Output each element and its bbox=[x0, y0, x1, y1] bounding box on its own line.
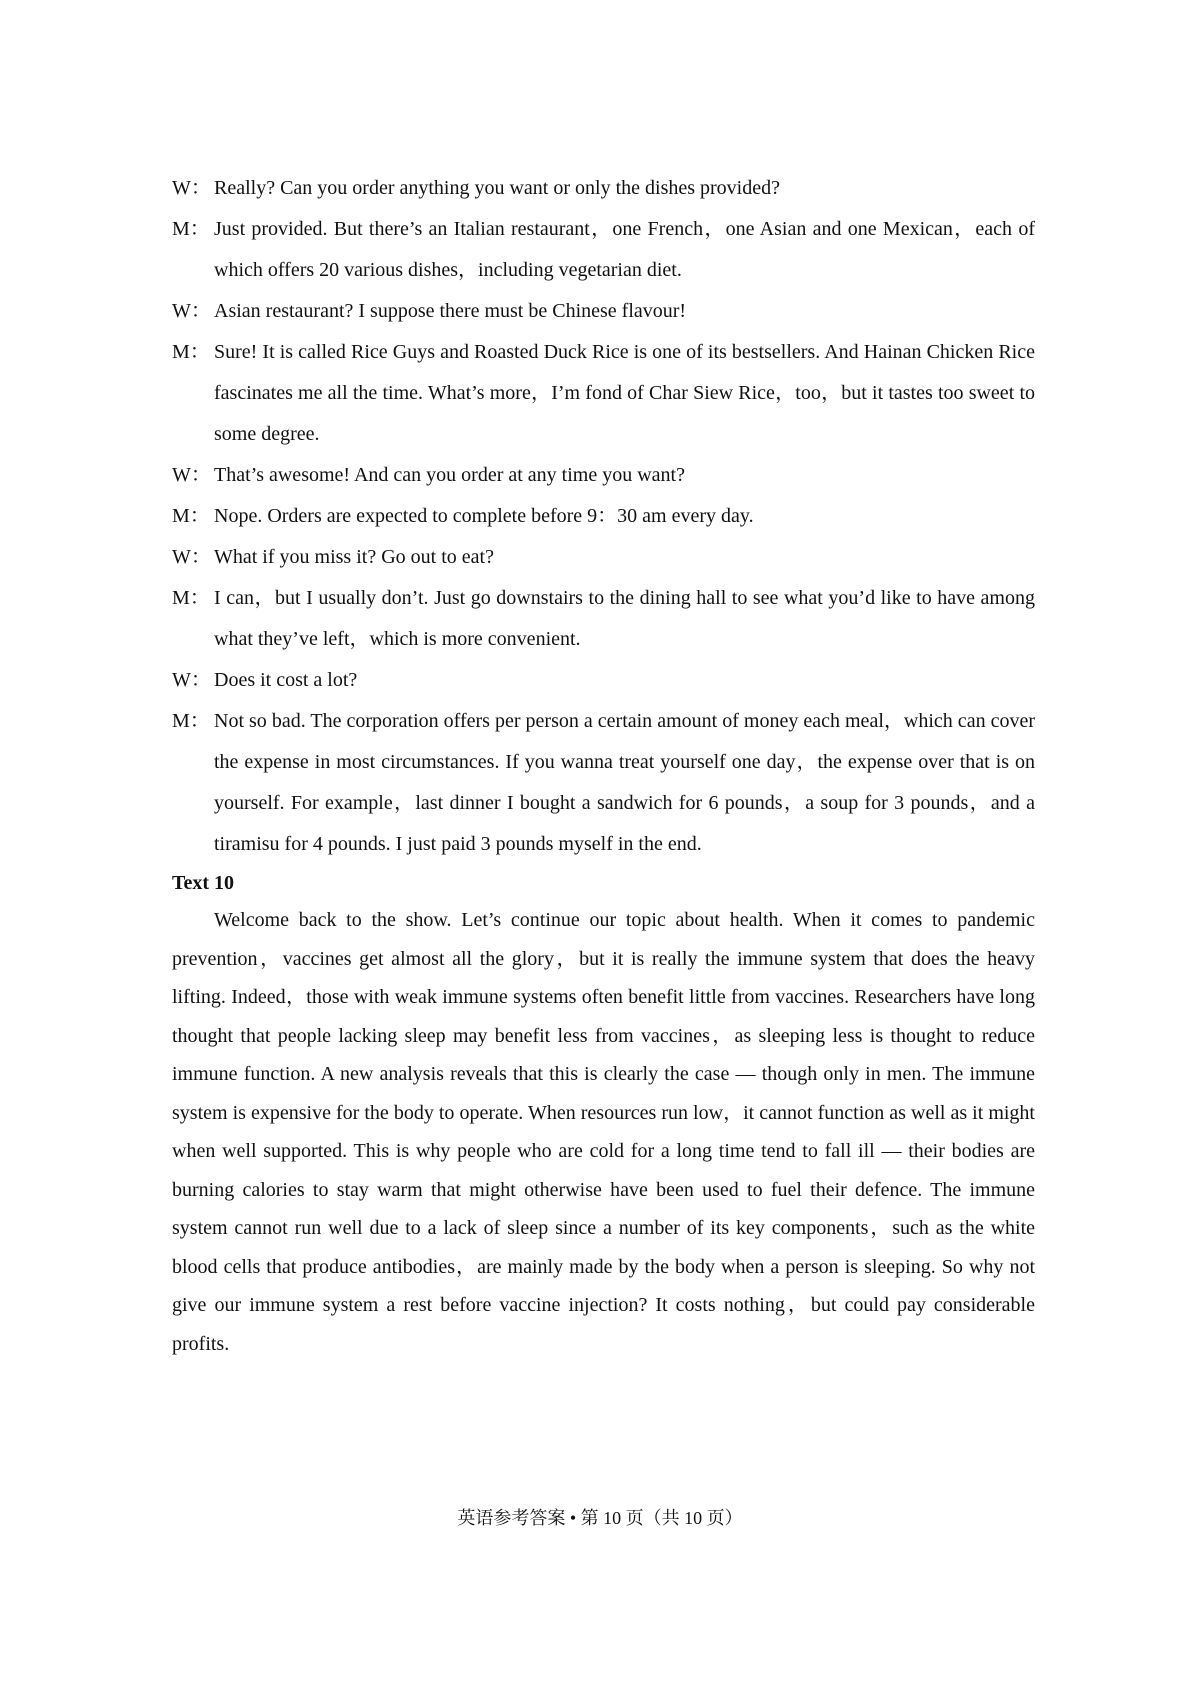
dialogue-line bbox=[172, 455, 1035, 496]
speaker-label: W： bbox=[172, 464, 211, 486]
speaker-label: M： bbox=[172, 587, 210, 609]
section-title: Text 10 bbox=[172, 872, 235, 894]
utterance-text: Nope. Orders are expected to complete before 9：30 am every day. bbox=[214, 505, 754, 527]
dialogue-line bbox=[172, 496, 1035, 537]
speaker-label: M： bbox=[172, 341, 210, 363]
speaker-label: W： bbox=[172, 546, 211, 568]
speaker-label: M： bbox=[172, 505, 210, 527]
utterance-text: Not so bad. The corporation offers per person a certain amount of money each meal，which can cover the expense in most circumstances. If you wanna treat yourself one day，the expense over that is on yourself. For example，last dinner I bought a sandwich for 6 pounds，a soup for 3 pounds，and a tiramisu for 4 pounds. I just paid 3 pounds myself in the end. bbox=[214, 710, 1035, 855]
utterance-text: Just provided. But there’s an Italian restaurant，one French，one Asian and one Mexican，each of which offers 20 various dishes，including vegetarian diet. bbox=[214, 218, 1035, 281]
dialogue-line bbox=[172, 578, 1035, 660]
speaker-label: W： bbox=[172, 300, 211, 322]
utterance-text: Sure! It is called Rice Guys and Roasted Duck Rice is one of its bestsellers. And Hainan Chicken Rice fascinates me all the time. What’s more，I’m fond of Char Siew Rice，too，but it tastes too sweet to some degree. bbox=[214, 341, 1035, 445]
utterance-text: Really? Can you order anything you want or only the dishes provided? bbox=[214, 177, 780, 199]
dialogue-line bbox=[172, 537, 1035, 578]
dialogue-line bbox=[172, 701, 1035, 865]
utterance-text: Asian restaurant? I suppose there must be Chinese flavour! bbox=[214, 300, 687, 322]
dialogue-line bbox=[172, 291, 1035, 332]
speaker-label: M： bbox=[172, 710, 210, 732]
utterance-text: What if you miss it? Go out to eat? bbox=[214, 546, 494, 568]
page-footer: 英语参考答案 • 第 10 页（共 10 页） bbox=[457, 1508, 743, 1528]
utterance-text: That’s awesome! And can you order at any time you want? bbox=[214, 464, 685, 486]
dialogue-line bbox=[172, 332, 1035, 455]
speaker-label: W： bbox=[172, 177, 211, 199]
page-content bbox=[172, 168, 1035, 1363]
utterance-text: Does it cost a lot? bbox=[214, 669, 358, 691]
utterance-text: I can，but I usually don’t. Just go downstairs to the dining hall to see what you’d like to have among what they’ve left，which is more convenient. bbox=[214, 587, 1035, 650]
speaker-label: W： bbox=[172, 669, 211, 691]
dialogue-line bbox=[172, 168, 1035, 209]
dialogue-line bbox=[172, 209, 1035, 291]
section-paragraph: Welcome back to the show. Let’s continue our topic about health. When it comes to pandemic prevention，vaccines get almost all the glory，but it is really the immune system that does the heavy lifting. Indeed，those with weak immune systems often benefit little from vaccines. Researchers have long thought that people lacking sleep may benefit less from vaccines，as sleeping less is thought to reduce immune function. A new analysis reveals that this is clearly the case — though only in men. The immune system is expensive for the body to operate. When resources run low，it cannot function as well as it might when well supported. This is why people who are cold for a long time tend to fall ill — their bodies are burning calories to stay warm that might otherwise have been used to fuel their defence. The immune system cannot run well due to a lack of sleep since a number of its key components，such as the white blood cells that produce antibodies，are mainly made by the body when a person is sleeping. So why not give our immune system a rest before vaccine injection? It costs nothing，but could pay considerable profits. bbox=[172, 909, 1035, 1355]
dialogue-line bbox=[172, 660, 1035, 701]
speaker-label: M： bbox=[172, 218, 210, 240]
